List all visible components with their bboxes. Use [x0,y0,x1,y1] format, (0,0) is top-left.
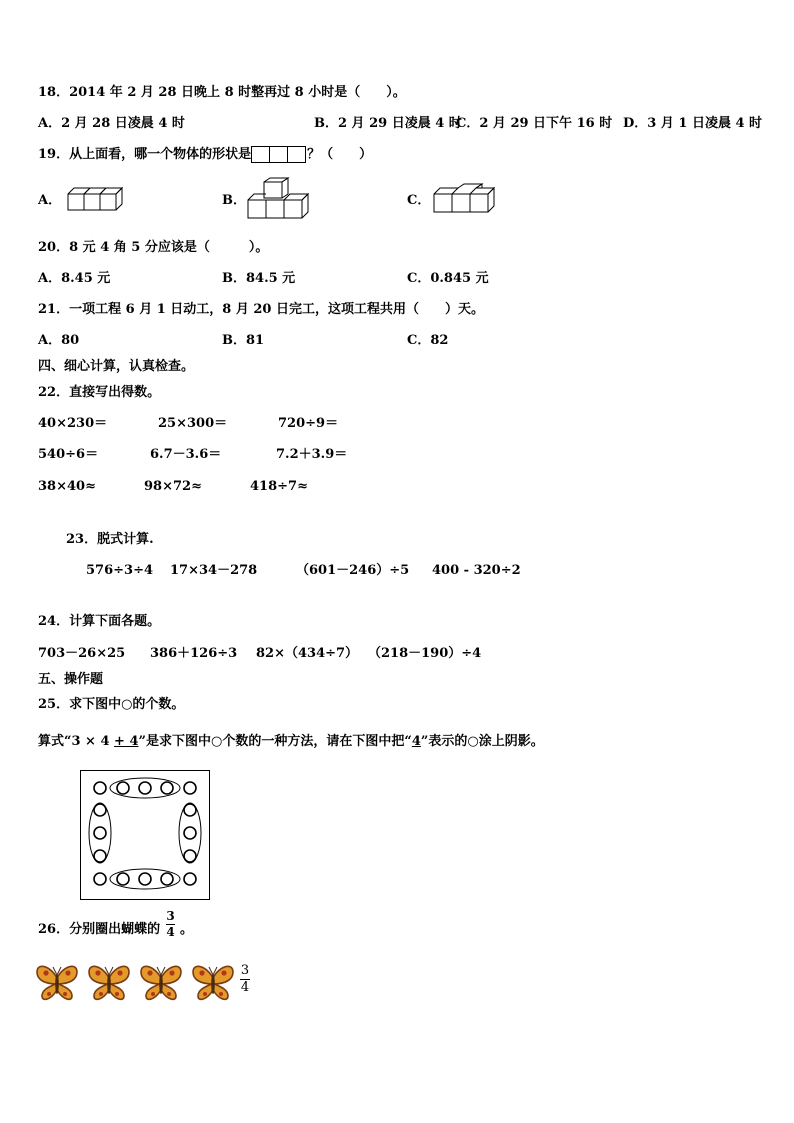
q25-instr-b: ”是求下图中○个数的一种方法，请在下图中把“ [138,734,412,749]
circle-mark[interactable] [94,827,106,839]
fraction-numerator: 3 [240,963,250,978]
circle-mark[interactable] [184,827,196,839]
q23-item: 576÷3÷4 [86,563,154,578]
q20-option-b: B．84.5 元 [222,271,296,286]
butterfly-icon[interactable] [89,966,129,999]
q21-option-b: B．81 [222,333,265,348]
circle-mark[interactable] [161,873,173,885]
butterfly-icon[interactable] [141,966,181,999]
q24-item: （218－190）÷4 [368,646,482,661]
butterfly-icon[interactable] [37,966,77,999]
q22-item: 720÷9＝ [278,416,339,431]
circle-mark[interactable] [184,804,196,816]
q18-option-b: B．2 月 29 日凌晨 4 时 [314,116,462,131]
q22-item: 540÷6＝ [38,447,99,462]
circle-mark[interactable] [139,873,151,885]
q22-item: 7.2＋3.9＝ [276,447,348,462]
q19-option-a-label: A． [38,193,62,208]
section-4-heading: 四、细心计算，认真检查。 [38,359,195,374]
butterfly-icon[interactable] [193,966,233,999]
q18-stem: 18．2014 年 2 月 28 日晚上 8 时整再过 8 小时是（ ）。 [38,85,406,100]
cube-figure-a [62,182,122,216]
circle-mark[interactable] [94,850,106,862]
q21-stem: 21．一项工程 6 月 1 日动工，8 月 20 日完工，这项工程共用（ ）天。 [38,302,484,317]
q22-item: 6.7－3.6＝ [150,447,222,462]
q25-instr-plus: + [114,734,125,749]
circle-mark[interactable] [94,873,106,885]
butterfly-row [36,962,246,1004]
circle-mark[interactable] [161,782,173,794]
q23-item: 400 - 320÷2 [432,563,521,578]
q20-stem: 20．8 元 4 角 5 分应该是（ ）。 [38,240,269,255]
q18-option-c: C．2 月 29 日下午 16 时 [456,116,613,131]
q22-item: 25×300＝ [158,416,228,431]
fraction-numerator: 3 [166,909,175,923]
q26-stem-fraction [166,910,175,939]
fraction-denominator: 4 [166,925,175,939]
cube-figure-c [432,182,496,216]
q22-stem: 22．直接写出得数。 [38,385,161,400]
three-square-shape [252,146,306,163]
fraction-denominator: 4 [240,980,250,995]
q25-instruction [38,734,544,750]
q25-instr-a: 算式“3 × 4 [38,734,115,749]
q21-option-a: A．80 [38,333,80,348]
q25-instr-c: 4 [411,734,421,749]
q22-item: 418÷7≈ [250,479,308,494]
q18-option-d: D．3 月 1 日凌晨 4 时 [623,116,763,131]
circle-mark[interactable] [184,873,196,885]
q22-item: 40×230＝ [38,416,108,431]
circle-mark[interactable] [184,850,196,862]
q20-option-a: A．8.45 元 [38,271,111,286]
q26-stem: 26．分别圈出蝴蝶的 [38,922,161,937]
q19-option-b-label: B． [222,193,246,208]
q23-item: （601－246）÷5 [296,563,410,578]
circle-mark[interactable] [117,782,129,794]
q24-item: 386＋126÷3 [150,646,238,661]
circle-mark[interactable] [117,873,129,885]
q25-instr-four: 4 [124,734,139,749]
q26-stem-end: 。 [180,922,194,937]
q20-option-c: C．0.845 元 [407,271,489,286]
q25-stem: 25．求下图中○的个数。 [38,697,185,712]
q25-instr-d: ”表示的○涂上阴影。 [420,734,544,749]
q24-item: 703－26×25 [38,646,126,661]
circle-mark[interactable] [139,782,151,794]
section-5-heading: 五、操作题 [38,672,104,687]
q24-stem: 24．计算下面各题。 [38,614,161,629]
q26-fraction [240,964,250,995]
q22-item: 38×40≈ [38,479,96,494]
q19-option-c-label: C． [407,193,431,208]
circle-mark[interactable] [94,804,106,816]
q19-stem-before: 19．从上面看，哪一个物体的形状是 [38,147,252,162]
circle-mark[interactable] [184,782,196,794]
q23-item: 17×34－278 [170,563,258,578]
q21-option-c: C．82 [407,333,449,348]
q24-item: 82×（434÷7） [256,646,359,661]
q19-stem [38,146,372,163]
circle-mark[interactable] [94,782,106,794]
q22-item: 98×72≈ [144,479,202,494]
cube-figure-b [246,178,308,220]
q18-option-a: A．2 月 28 日凌晨 4 时 [38,116,185,131]
circle-array-figure [80,770,210,900]
q23-stem: 23．脱式计算. [66,532,154,547]
q19-stem-after: ？（ ） [307,147,373,162]
